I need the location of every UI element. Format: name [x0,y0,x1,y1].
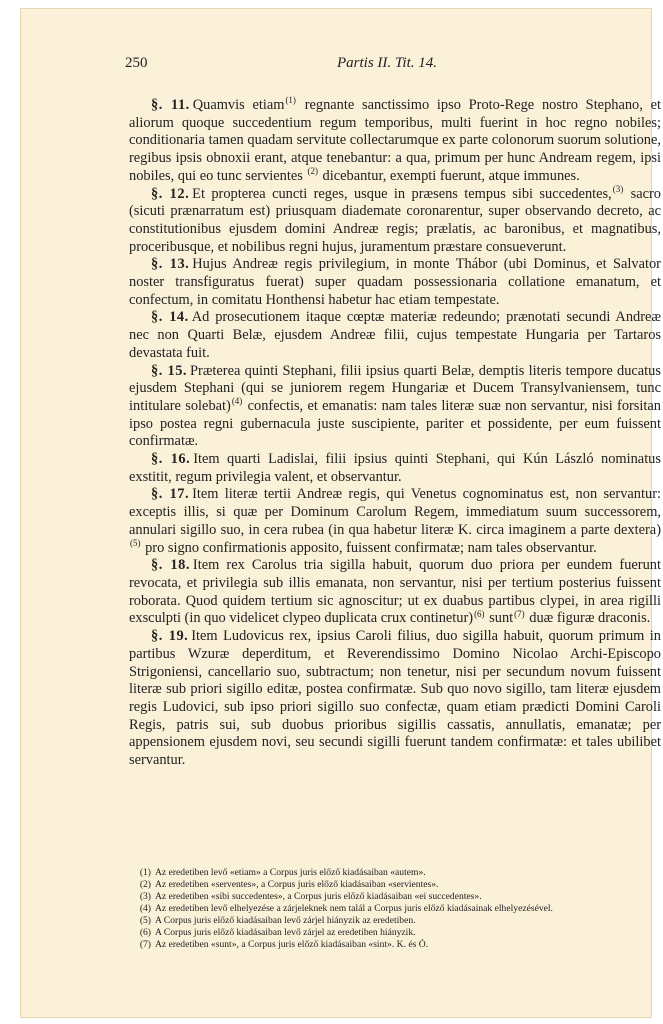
footnote-mark: (7) [139,939,151,950]
footnote-mark: (1) [139,867,151,878]
paragraph-text: Item Ludovicus rex, ipsius Caroli filius, duo sigilla habuit, quorum primum in partibus Wzuræ deperditum, et Reverendissimo Domino Nicolao Archi-Episcopo Strigoniensi, cancellario suo, subtractum; non tenetur, nisi per secundum novum fuissent literæ sub priori sigillo editæ, postea confirmatæ. Sub quo novo sigillo, tam literæ ejusdem regis Ludovici, sub ipso priori sigillo suo confectæ, quam etiam prædicti Domini Caroli Regis, patris sui, sub duobus prioribus sigillis cassatis, annullatis, emanatæ; per appensionem ejusdem novi, seu secundi sigilli fuerunt tandem confirmatæ: et tales ubilibet servantur. [129,628,661,769]
footnote-mark: (5) [139,915,151,926]
paragraph-text: Quamvis etiam [192,97,285,113]
paragraph-text: duæ figuræ draconis. [525,610,651,627]
section-number: §. 14. [151,309,189,326]
main-text [129,97,661,770]
paragraph-text: Ad prosecutionem itaque cœptæ materiæ redeundo; prænotati secundi Andreæ nec non Quarti Belæ, ejusdem Andreæ filii, cujus tempestate Hungaria per Tartaros devastata fuit. [129,309,661,361]
section-paragraph [129,183,661,257]
footnote-mark: (3) [139,891,151,902]
footnote-mark: (6) [139,927,151,938]
footnote-ref: (7) [514,608,525,619]
footnote-ref: (4) [231,396,243,407]
paragraph-text: Hujus Andreæ regis privilegium, in monte Thábor (ubi Dominus, et Salvator noster transfiguratus fuerat) super quadam possessionaria collatione emanatum, et confectum, in comitatu Honthensi habetur hac etiam tempestate. [129,256,661,308]
footnote-mark: (2) [139,879,151,890]
section-paragraph [129,256,661,309]
section-paragraph [129,451,661,486]
footnote-text: Az eredetiben levő elhelyezése a zárjeleknek nem talál a Corpus juris előző kiadásainak elhelyezésével. [155,903,553,914]
footnote-text: Az eredetiben «serventes», a Corpus juris előző kiadásaiban «servientes». [155,879,439,890]
footnote-text: A Corpus juris előző kiadásaiban levő zárjel az eredetiben hiányzik. [155,927,416,938]
section-number: §. 19. [151,628,189,645]
footnote-ref: (5) [130,537,141,548]
footnote-mark: (4) [139,903,151,914]
section-number: §. 18. [151,557,190,574]
footnote [131,879,661,891]
footnote-text: Az eredetiben «sibi succedentes», a Corpus juris előző kiadásaiban «ei succedentes». [155,891,482,902]
paragraph-text: confectis, et emanatis: nam tales literæ suæ non servantur, nisi forsitan ipso postea regni gubernacula juste suscipiente, pariter et possidente, per eum fuissent confirmatæ. [129,397,661,450]
section-paragraph [129,363,661,452]
section-paragraph [129,628,661,770]
footnote [131,891,661,903]
paragraph-text: Item rex Carolus tria sigilla habuit, quorum duo priora per eundem fuerunt revocata, et privilegia sub illis emanata, non servantur, nisi per tertium posterius fuissent roborata. Quod quidem tertium sic agnoscitur; ut ex duabus partibus clypei, in area rigilli exsculpti (in quo videlicet clypeo duplicata crux continetur) [129,557,661,627]
paragraph-text: Item literæ tertii Andreæ regis, qui Venetus cognominatus est, non servantur: exceptis illis, si quæ per Dominum Carolum Regem, immediatum suum successorem, annulari sigillo suo, in cera rubea (in qua habetur literæ K. circa imaginem a parte dextera) [129,486,661,538]
section-number: §. 11. [151,97,190,113]
footnote [131,915,661,927]
paragraph-text: sunt [485,610,514,627]
footnote-ref: (3) [612,183,624,194]
footnote [131,867,661,879]
paragraph-text: Præterea quinti Stephani, filii ipsius quarti Belæ, demptis literis tempore ducatus ejusdem Stephani (qui se juniorem regem Hungariæ et Ducem Transylvaniensem, tunc intitulare solebat) [129,362,661,414]
section-number: §. 15. [151,362,188,379]
footnote-text: A Corpus juris előző kiadásaiban levő zárjel hiányzik az eredetiben. [155,915,416,926]
footnote [131,927,661,939]
footnote-text: Az eredetiben levő «etiam» a Corpus juris előző kiadásaiban «autem». [155,867,426,878]
paragraph-text: sacro (sicuti prænarratum est) priusquam diademate coronarentur, super observando decreto, ac constitutionibus ejusdem domini Andreæ regis; prælatis, ac baronibus, et magnatibus, proceribusque, et nobilibus regni hujus, juramentum præstare consueverunt. [129,185,661,255]
section-paragraph [129,486,661,557]
footnote [131,903,661,915]
paragraph-text: pro signo confirmationis apposito, fuissent confirmatæ; nam tales observantur. [141,539,597,556]
section-paragraph [129,97,661,186]
section-number: §. 16. [151,451,191,468]
section-paragraph [129,557,661,628]
running-title: Partis II. Tit. 14. [336,55,437,71]
book-page [20,8,661,1018]
paragraph-text: Et propterea cuncti reges, usque in præsens tempus sibi succedentes, [192,185,612,202]
footnote-ref: (2) [307,166,318,177]
footnote [131,939,661,951]
section-number: §. 13. [151,256,190,273]
paragraph-text: Item quarti Ladislai, filii ipsius quinti Stephani, qui Kún László nominatus exstitit, regum privilegia valent, et observantur. [129,451,661,485]
footnote-text: Az eredetiben «sunt», a Corpus juris előző kiadásaiban «sint». K. és Ó. [155,939,429,950]
section-paragraph [129,309,661,362]
page-number: 250 [125,55,148,71]
paragraph-text: regnante sanctissimo ipso Proto-Rege nostro Stephano, et aliorum quoque succedentium regum temporibus, multi fuerint in hoc regno nobiles; conditionaria tamen quadam servitute collectarumque ex parte colonorum suorum solutione, regibus ipsis obnoxii erant, atque tenebantur: a qua, primum per hunc Andream regem, ipsi nobiles, qui eo tunc servientes [129,97,661,184]
footnote-ref: (1) [285,95,296,106]
section-number: §. 12. [151,185,190,202]
footnotes [131,867,661,951]
section-number: §. 17. [151,486,190,503]
footnote-ref: (6) [474,608,485,619]
paragraph-text: dicebantur, exempti fuerunt, atque immunes. [318,167,580,184]
